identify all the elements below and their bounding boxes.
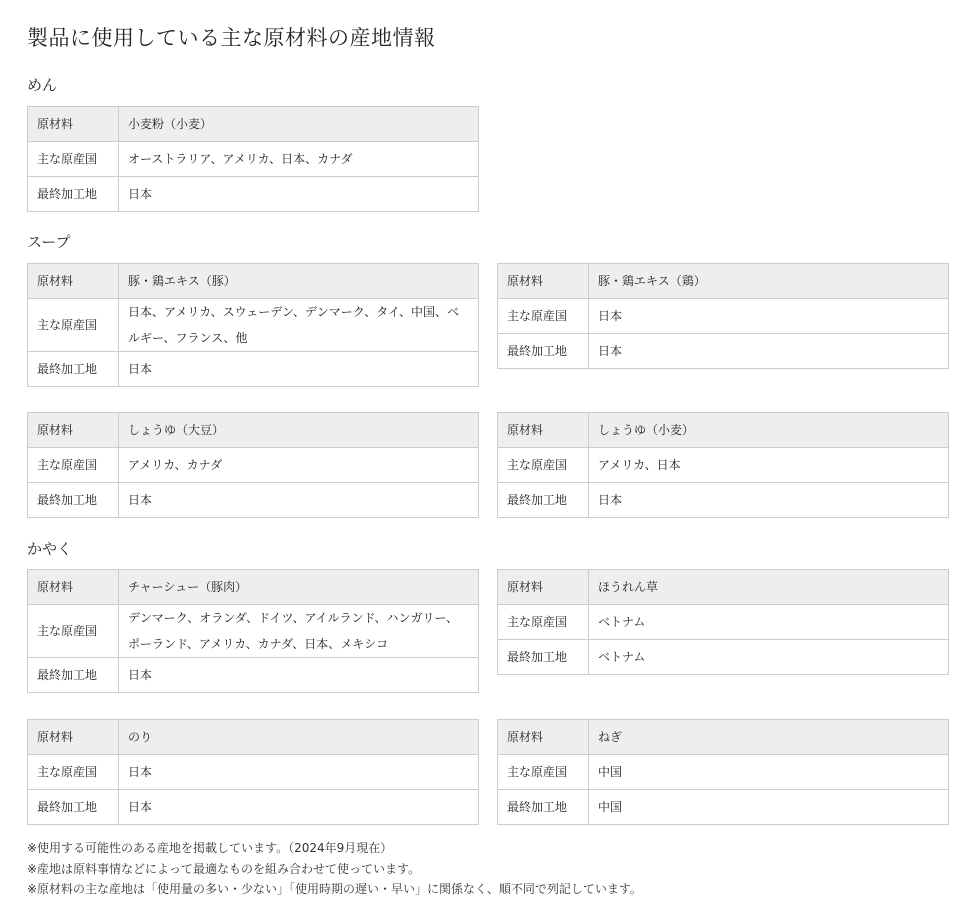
row-label-material: 原材料 (498, 413, 589, 448)
row-label-processing: 最終加工地 (498, 334, 589, 369)
material-row (28, 107, 479, 142)
material-value: ねぎ (589, 720, 949, 755)
row-label-processing: 最終加工地 (28, 658, 119, 693)
material-value: のり (119, 720, 479, 755)
row-label-processing: 最終加工地 (498, 790, 589, 825)
row-label-origin: 主な原産国 (498, 299, 589, 334)
ingredient-table-soy-sauce-soybean (27, 412, 479, 518)
page-title: 製品に使用している主な原材料の産地情報 (27, 26, 436, 50)
origin-value: アメリカ、カナダ (119, 448, 479, 483)
material-row (28, 264, 479, 299)
material-value: チャーシュー（豚肉） (119, 570, 479, 605)
row-label-processing: 最終加工地 (498, 483, 589, 518)
ingredient-table-green-onion (497, 719, 949, 825)
processing-value: 日本 (119, 352, 479, 387)
processing-row (498, 334, 949, 369)
origin-value: 中国 (589, 755, 949, 790)
ingredient-table-pork-chicken-extract-pork (27, 263, 479, 387)
material-row (28, 413, 479, 448)
section-heading-soup: スープ (27, 233, 71, 251)
processing-row (28, 790, 479, 825)
origin-value: アメリカ、日本 (589, 448, 949, 483)
material-value: 小麦粉（小麦） (119, 107, 479, 142)
ingredient-table-spinach (497, 569, 949, 675)
ingredient-table-soy-sauce-wheat (497, 412, 949, 518)
row-label-origin: 主な原産国 (498, 755, 589, 790)
origin-value: 日本 (589, 299, 949, 334)
origin-value: デンマーク、オランダ、ドイツ、アイルランド、ハンガリー、ポーランド、アメリカ、カナダ、日本、メキシコ (119, 605, 479, 658)
processing-value: 日本 (589, 483, 949, 518)
row-label-material: 原材料 (28, 107, 119, 142)
origin-value: オーストラリア、アメリカ、日本、カナダ (119, 142, 479, 177)
row-label-processing: 最終加工地 (28, 483, 119, 518)
footnote: ※使用する可能性のある産地を掲載しています。（2024年9月現在） (27, 841, 393, 855)
origin-row (498, 605, 949, 640)
material-row (498, 413, 949, 448)
row-label-material: 原材料 (498, 720, 589, 755)
processing-row (28, 483, 479, 518)
material-value: 豚・鶏エキス（豚） (119, 264, 479, 299)
row-label-material: 原材料 (28, 264, 119, 299)
origin-value: 日本 (119, 755, 479, 790)
processing-value: 日本 (119, 790, 479, 825)
processing-value: 日本 (589, 334, 949, 369)
row-label-origin: 主な原産国 (28, 448, 119, 483)
row-label-origin: 主な原産国 (28, 755, 119, 790)
row-label-material: 原材料 (28, 413, 119, 448)
material-value: ほうれん草 (589, 570, 949, 605)
ingredient-table-pork-chicken-extract-chicken (497, 263, 949, 369)
ingredient-table-chashu-pork (27, 569, 479, 693)
origin-value: 日本、アメリカ、スウェーデン、デンマーク、タイ、中国、ベルギー、フランス、他 (119, 299, 479, 352)
row-label-origin: 主な原産国 (28, 142, 119, 177)
processing-value: 日本 (119, 658, 479, 693)
processing-value: ベトナム (589, 640, 949, 675)
material-value: しょうゆ（大豆） (119, 413, 479, 448)
row-label-processing: 最終加工地 (28, 177, 119, 212)
processing-value: 日本 (119, 177, 479, 212)
processing-row (498, 790, 949, 825)
material-row (28, 720, 479, 755)
row-label-material: 原材料 (28, 720, 119, 755)
material-row (498, 720, 949, 755)
origin-row (28, 448, 479, 483)
origin-row (498, 448, 949, 483)
origin-row (28, 605, 479, 658)
material-value: しょうゆ（小麦） (589, 413, 949, 448)
row-label-origin: 主な原産国 (498, 605, 589, 640)
row-label-material: 原材料 (28, 570, 119, 605)
processing-row (28, 658, 479, 693)
ingredient-table-nori (27, 719, 479, 825)
row-label-origin: 主な原産国 (28, 605, 119, 658)
material-value: 豚・鶏エキス（鶏） (589, 264, 949, 299)
row-label-processing: 最終加工地 (498, 640, 589, 675)
row-label-material: 原材料 (498, 570, 589, 605)
origin-row (498, 299, 949, 334)
material-row (498, 264, 949, 299)
processing-value: 中国 (589, 790, 949, 825)
section-heading-men: めん (27, 76, 58, 94)
processing-row (28, 352, 479, 387)
row-label-processing: 最終加工地 (28, 790, 119, 825)
origin-row (28, 142, 479, 177)
row-label-material: 原材料 (498, 264, 589, 299)
processing-row (498, 483, 949, 518)
footnotes (27, 838, 642, 900)
material-row (498, 570, 949, 605)
section-heading-kayaku: かやく (27, 540, 73, 558)
row-label-processing: 最終加工地 (28, 352, 119, 387)
processing-row (28, 177, 479, 212)
origin-value: ベトナム (589, 605, 949, 640)
material-row (28, 570, 479, 605)
origin-row (28, 299, 479, 352)
row-label-origin: 主な原産国 (498, 448, 589, 483)
processing-value: 日本 (119, 483, 479, 518)
row-label-origin: 主な原産国 (28, 299, 119, 352)
ingredient-table-wheat-flour (27, 106, 479, 212)
footnote: ※原材料の主な産地は「使用量の多い・少ない」「使用時期の遅い・早い」に関係なく、順不同で列記しています。 (27, 882, 642, 896)
origin-row (498, 755, 949, 790)
origin-row (28, 755, 479, 790)
processing-row (498, 640, 949, 675)
footnote: ※産地は原料事情などによって最適なものを組み合わせて使っています。 (27, 861, 421, 876)
